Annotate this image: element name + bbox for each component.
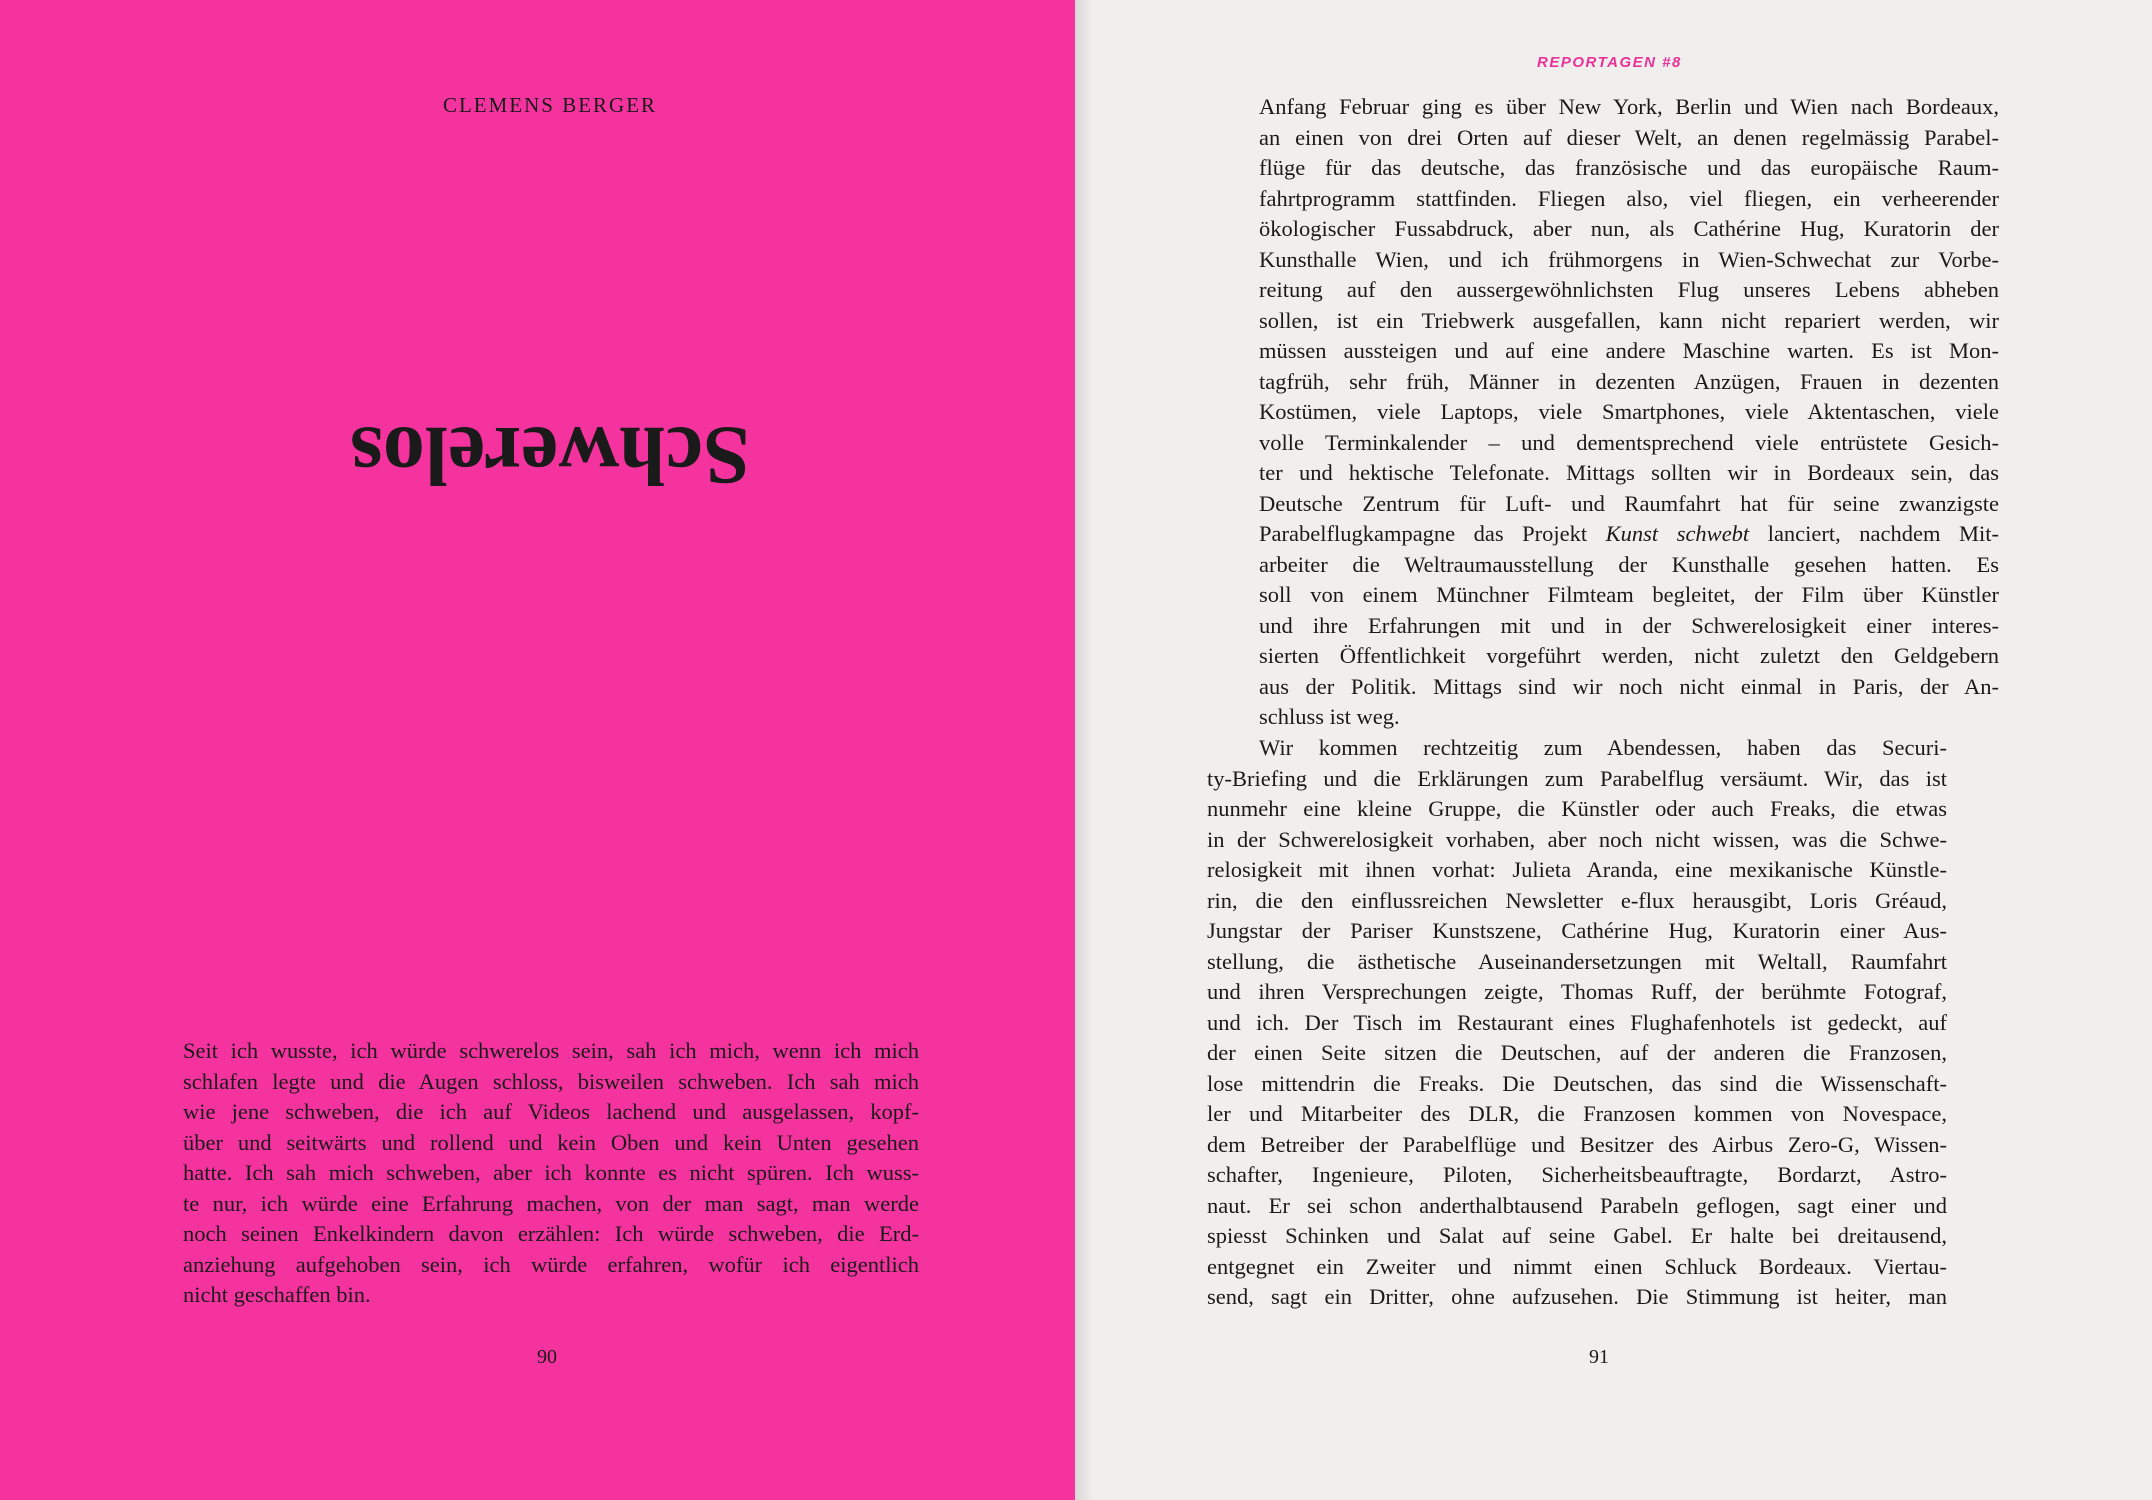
body-line: arbeiter die Weltraumausstellung der Kunsthalle gesehen hatten. Es	[1259, 551, 1999, 577]
body-line: fahrtprogramm stattfinden. Fliegen also, viel fliegen, ein verheerender	[1259, 185, 1999, 211]
body-line: sollen, ist ein Triebwerk ausgefallen, kann nicht repariert werden, wir	[1259, 307, 1999, 333]
body-line: schluss ist weg.	[1259, 704, 1400, 729]
intro-line: noch seinen Enkelkindern davon erzählen: Ich würde schweben, die Erd-	[183, 1221, 919, 1246]
body-line: und ihren Versprechungen zeigte, Thomas Ruff, der berühmte Fotograf,	[1207, 979, 1947, 1004]
body-line: stellung, die ästhetische Auseinandersetzungen mit Weltall, Raumfahrt	[1207, 948, 1947, 974]
body-line: Anfang Februar ging es über New York, Berlin und Wien nach Bordeaux,	[1259, 94, 1999, 119]
body-line: lose mittendrin die Freaks. Die Deutschen, das sind die Wissenschaft-	[1207, 1070, 1947, 1096]
body-line: Deutsche Zentrum für Luft- und Raumfahrt hat für seine zwanzigste	[1259, 490, 1999, 516]
body-line: tagfrüh, sehr früh, Männer in dezenten Anzügen, Frauen in dezenten	[1259, 368, 1999, 394]
intro-line: Seit ich wusste, ich würde schwerelos sein, sah ich mich, wenn ich mich	[183, 1038, 919, 1063]
page-number-right: 91	[1589, 1346, 1609, 1368]
intro-line: über und seitwärts und rollend und kein Oben und kein Unten gesehen	[183, 1129, 919, 1155]
body-line: müssen aussteigen und auf eine andere Maschine warten. Es ist Mon-	[1259, 338, 1999, 363]
italic-project-name: Kunst schwebt	[1605, 521, 1750, 546]
body-line: flüge für das deutsche, das französische und das europäische Raum-	[1259, 155, 1999, 180]
body-line: entgegnet ein Zweiter und nimmt einen Schluck Bordeaux. Viertau-	[1207, 1253, 1947, 1279]
body-line: und ich. Der Tisch im Restaurant eines Flughafenhotels ist gedeckt, auf	[1207, 1009, 1947, 1035]
body-line: aus der Politik. Mittags sind wir noch nicht einmal in Paris, der An-	[1259, 673, 1999, 699]
body-paragraph-2	[1207, 733, 1947, 1313]
body-line: rin, die den einflussreichen Newsletter e-flux herausgibt, Loris Gréaud,	[1207, 887, 1947, 913]
body-line: und ihre Erfahrungen mit und in der Schwerelosigkeit einer interes-	[1259, 612, 1999, 638]
text-span: Parabelflugkampagne das Projekt	[1259, 521, 1606, 546]
body-line: soll von einem Münchner Filmteam begleitet, der Film über Künstler	[1259, 582, 1999, 607]
body-line: Wir kommen rechtzeitig zum Abendessen, haben das Securi-	[1259, 735, 1947, 760]
article-title-upside-down: Schwerelos	[350, 409, 750, 502]
body-line: ter und hektische Telefonate. Mittags sollten wir in Bordeaux sein, das	[1259, 460, 1999, 485]
running-head: REPORTAGEN #8	[1537, 54, 1682, 71]
page-number-left: 90	[537, 1346, 557, 1368]
body-line: relosigkeit mit ihnen vorhat: Julieta Aranda, eine mexikanische Künstle-	[1207, 857, 1947, 882]
body-line: schafter, Ingenieure, Piloten, Sicherheitsbeauftragte, Bordarzt, Astro-	[1207, 1162, 1947, 1187]
body-line: an einen von drei Orten auf dieser Welt, an denen regelmässig Parabel-	[1259, 124, 1999, 150]
intro-line: nicht geschaffen bin.	[183, 1282, 371, 1307]
intro-line: anziehung aufgehoben sein, ich würde erfahren, wofür ich eigentlich	[183, 1251, 919, 1277]
body-line-with-italic	[1259, 519, 1999, 550]
body-line: Kunsthalle Wien, und ich frühmorgens in Wien-Schwechat zur Vorbe-	[1259, 246, 1999, 272]
body-line: sierten Öffentlichkeit vorgeführt werden, nicht zuletzt den Geldgebern	[1259, 643, 1999, 668]
body-line: Jungstar der Pariser Kunstszene, Cathérine Hug, Kuratorin einer Aus-	[1207, 918, 1947, 943]
body-line: reitung auf den aussergewöhnlichsten Flug unseres Lebens abheben	[1259, 277, 1999, 302]
body-paragraph-1	[1259, 92, 1999, 733]
intro-line: te nur, ich würde eine Erfahrung machen, von der man sagt, man werde	[183, 1190, 919, 1216]
body-line: ler und Mitarbeiter des DLR, die Franzosen kommen von Novespace,	[1207, 1101, 1947, 1126]
body-line: dem Betreiber der Parabelflüge und Besitzer des Airbus Zero-G, Wissen-	[1207, 1131, 1947, 1157]
body-line: ökologischer Fussabdruck, aber nun, als Cathérine Hug, Kuratorin der	[1259, 216, 1999, 241]
body-line: der einen Seite sitzen die Deutschen, auf der anderen die Franzosen,	[1207, 1040, 1947, 1065]
intro-paragraph	[183, 1036, 919, 1311]
intro-line: schlafen legte und die Augen schloss, bisweilen schweben. Ich sah mich	[183, 1068, 919, 1094]
intro-line: hatte. Ich sah mich schweben, aber ich konnte es nicht spüren. Ich wuss-	[183, 1160, 919, 1185]
text-span: lanciert, nachdem Mit-	[1749, 521, 1999, 546]
body-line: Kostümen, viele Laptops, viele Smartphones, viele Aktentaschen, viele	[1259, 399, 1999, 424]
body-line: in der Schwerelosigkeit vorhaben, aber noch nicht wissen, was die Schwe-	[1207, 826, 1947, 852]
body-line: ty-Briefing und die Erklärungen zum Parabelflug versäumt. Wir, das ist	[1207, 765, 1947, 791]
body-line: volle Terminkalender – und dementsprechend viele entrüstete Gesich-	[1259, 429, 1999, 455]
body-line: nunmehr eine kleine Gruppe, die Künstler oder auch Freaks, die etwas	[1207, 796, 1947, 821]
left-page	[0, 0, 1075, 1500]
body-line: naut. Er sei schon anderthalbtausend Parabeln geflogen, sagt einer und	[1207, 1192, 1947, 1218]
intro-line: wie jene schweben, die ich auf Videos lachend und ausgelassen, kopf-	[183, 1099, 919, 1124]
body-line: send, sagt ein Dritter, ohne aufzusehen. Die Stimmung ist heiter, man	[1207, 1284, 1947, 1309]
body-line: spiesst Schinken und Salat auf seine Gabel. Er halte bei dreitausend,	[1207, 1223, 1947, 1248]
gutter-shadow	[1075, 0, 1093, 1500]
author-name: CLEMENS BERGER	[442, 93, 658, 117]
